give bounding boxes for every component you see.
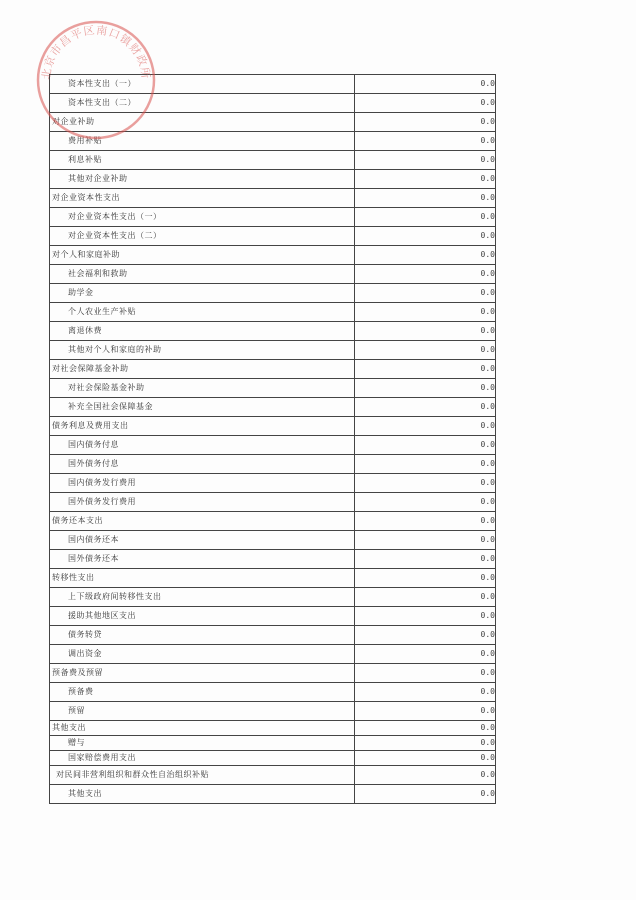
row-value: 0.0 xyxy=(355,246,496,265)
table-row xyxy=(50,474,496,493)
row-label: 国内债务还本 xyxy=(68,535,119,544)
row-label: 赠与 xyxy=(68,738,85,747)
row-label-cell xyxy=(50,474,355,493)
row-label-cell xyxy=(50,75,355,94)
row-label-cell xyxy=(50,189,355,208)
row-label: 其他支出 xyxy=(68,789,102,798)
row-label-cell xyxy=(50,132,355,151)
row-label: 对个人和家庭补助 xyxy=(52,250,120,259)
row-label: 对企业资本性支出（二） xyxy=(68,231,162,240)
table-row xyxy=(50,626,496,645)
table-row xyxy=(50,151,496,170)
table-row xyxy=(50,75,496,94)
table-row xyxy=(50,265,496,284)
row-value: 0.0 xyxy=(355,645,496,664)
row-label-cell xyxy=(50,151,355,170)
table-row xyxy=(50,94,496,113)
row-label-cell xyxy=(50,284,355,303)
row-label-cell xyxy=(50,550,355,569)
row-label-cell xyxy=(50,455,355,474)
row-label: 补充全国社会保障基金 xyxy=(68,402,153,411)
row-value: 0.0 xyxy=(355,417,496,436)
row-label: 转移性支出 xyxy=(52,573,95,582)
row-value: 0.0 xyxy=(355,455,496,474)
table-row xyxy=(50,379,496,398)
row-label: 其他对个人和家庭的补助 xyxy=(68,345,162,354)
row-value: 0.0 xyxy=(355,683,496,702)
row-value: 0.0 xyxy=(355,151,496,170)
table-row xyxy=(50,512,496,531)
row-label: 预留 xyxy=(68,706,85,715)
row-value: 0.0 xyxy=(355,607,496,626)
row-label-cell xyxy=(50,265,355,284)
table-row xyxy=(50,785,496,804)
seal-text: 北京市昌平区南口镇财政所 xyxy=(39,23,153,81)
row-label-cell xyxy=(50,113,355,132)
row-value: 0.0 xyxy=(355,341,496,360)
row-label-cell xyxy=(50,607,355,626)
table-row xyxy=(50,588,496,607)
table-row xyxy=(50,645,496,664)
row-value: 0.0 xyxy=(355,493,496,512)
row-value: 0.0 xyxy=(355,721,496,736)
row-label-cell xyxy=(50,360,355,379)
row-label-cell xyxy=(50,664,355,683)
row-label: 国外债务还本 xyxy=(68,554,119,563)
row-label-cell xyxy=(50,736,355,751)
row-value: 0.0 xyxy=(355,322,496,341)
row-label: 债务利息及费用支出 xyxy=(52,421,129,430)
row-label-cell xyxy=(50,322,355,341)
table-row xyxy=(50,208,496,227)
expenditure-table xyxy=(49,74,496,804)
table-row xyxy=(50,702,496,721)
row-value: 0.0 xyxy=(355,284,496,303)
row-value: 0.0 xyxy=(355,785,496,804)
row-label-cell xyxy=(50,227,355,246)
row-label-cell xyxy=(50,303,355,322)
table-row xyxy=(50,303,496,322)
row-label: 对企业资本性支出（一） xyxy=(68,212,162,221)
row-label: 援助其他地区支出 xyxy=(68,611,136,620)
table-row xyxy=(50,341,496,360)
table-row xyxy=(50,607,496,626)
table-row xyxy=(50,455,496,474)
row-label: 个人农业生产补贴 xyxy=(68,307,136,316)
row-value: 0.0 xyxy=(355,265,496,284)
table-row xyxy=(50,493,496,512)
table-row xyxy=(50,766,496,785)
table-row xyxy=(50,398,496,417)
row-label-cell xyxy=(50,398,355,417)
row-label-cell xyxy=(50,417,355,436)
table-row xyxy=(50,284,496,303)
row-value: 0.0 xyxy=(355,474,496,493)
row-value: 0.0 xyxy=(355,766,496,785)
row-label-cell xyxy=(50,645,355,664)
row-value: 0.0 xyxy=(355,75,496,94)
row-label: 资本性支出（一） xyxy=(68,79,136,88)
row-label: 对社会保障基金补助 xyxy=(52,364,129,373)
row-label: 对企业补助 xyxy=(52,117,95,126)
row-label: 利息补贴 xyxy=(68,155,102,164)
table-row xyxy=(50,132,496,151)
row-value: 0.0 xyxy=(355,208,496,227)
row-label: 其他支出 xyxy=(52,723,86,732)
row-value: 0.0 xyxy=(355,303,496,322)
row-value: 0.0 xyxy=(355,550,496,569)
row-label-cell xyxy=(50,246,355,265)
row-label-cell xyxy=(50,721,355,736)
row-label-cell xyxy=(50,751,355,766)
row-value: 0.0 xyxy=(355,588,496,607)
table-row xyxy=(50,751,496,766)
row-value: 0.0 xyxy=(355,664,496,683)
svg-text:北京市昌平区南口镇财政所 xyxy=(40,24,153,81)
row-label-cell xyxy=(50,512,355,531)
row-label: 债务转贷 xyxy=(68,630,102,639)
row-label: 上下级政府间转移性支出 xyxy=(68,592,162,601)
row-value: 0.0 xyxy=(355,360,496,379)
table-row xyxy=(50,227,496,246)
row-label-cell xyxy=(50,785,355,804)
table-row xyxy=(50,170,496,189)
row-label-cell xyxy=(50,379,355,398)
row-label: 助学金 xyxy=(68,288,94,297)
row-value: 0.0 xyxy=(355,736,496,751)
row-label: 国内债务付息 xyxy=(68,440,119,449)
row-label-cell xyxy=(50,569,355,588)
table-row xyxy=(50,550,496,569)
table-row xyxy=(50,189,496,208)
row-label: 调出资金 xyxy=(68,649,102,658)
row-label-cell xyxy=(50,766,355,785)
row-value: 0.0 xyxy=(355,751,496,766)
row-value: 0.0 xyxy=(355,702,496,721)
row-value: 0.0 xyxy=(355,170,496,189)
row-label-cell xyxy=(50,626,355,645)
row-label: 社会福利和救助 xyxy=(68,269,128,278)
row-label: 对社会保险基金补助 xyxy=(68,383,145,392)
row-label: 国外债务发行费用 xyxy=(68,497,136,506)
table-row xyxy=(50,246,496,265)
row-label-cell xyxy=(50,436,355,455)
table-row xyxy=(50,569,496,588)
row-label-cell xyxy=(50,208,355,227)
row-label: 国家赔偿费用支出 xyxy=(68,753,136,762)
table-row xyxy=(50,531,496,550)
row-label-cell xyxy=(50,94,355,113)
row-label: 预备费 xyxy=(68,687,94,696)
row-label: 国外债务付息 xyxy=(68,459,119,468)
row-value: 0.0 xyxy=(355,531,496,550)
row-value: 0.0 xyxy=(355,436,496,455)
table-row xyxy=(50,113,496,132)
row-value: 0.0 xyxy=(355,626,496,645)
row-value: 0.0 xyxy=(355,379,496,398)
row-label: 离退休费 xyxy=(68,326,102,335)
row-label-cell xyxy=(50,341,355,360)
row-value: 0.0 xyxy=(355,512,496,531)
row-label: 对民间非营利组织和群众性自治组织补贴 xyxy=(56,770,209,779)
row-label-cell xyxy=(50,493,355,512)
table-body xyxy=(50,75,496,804)
row-label-cell xyxy=(50,683,355,702)
row-value: 0.0 xyxy=(355,132,496,151)
row-label: 资本性支出（二） xyxy=(68,98,136,107)
row-label: 预备费及预留 xyxy=(52,668,103,677)
table-row xyxy=(50,417,496,436)
row-label: 债务还本支出 xyxy=(52,516,103,525)
table-row xyxy=(50,360,496,379)
row-value: 0.0 xyxy=(355,227,496,246)
table-row xyxy=(50,664,496,683)
table-row xyxy=(50,322,496,341)
row-label: 对企业资本性支出 xyxy=(52,193,120,202)
row-value: 0.0 xyxy=(355,189,496,208)
table-row xyxy=(50,721,496,736)
row-label: 国内债务发行费用 xyxy=(68,478,136,487)
row-value: 0.0 xyxy=(355,113,496,132)
table-row xyxy=(50,736,496,751)
table-row xyxy=(50,436,496,455)
row-label-cell xyxy=(50,702,355,721)
row-label-cell xyxy=(50,531,355,550)
row-value: 0.0 xyxy=(355,569,496,588)
row-label-cell xyxy=(50,170,355,189)
row-label: 其他对企业补助 xyxy=(68,174,128,183)
row-label: 费用补贴 xyxy=(68,136,102,145)
table-row xyxy=(50,683,496,702)
row-value: 0.0 xyxy=(355,398,496,417)
row-value: 0.0 xyxy=(355,94,496,113)
row-label-cell xyxy=(50,588,355,607)
